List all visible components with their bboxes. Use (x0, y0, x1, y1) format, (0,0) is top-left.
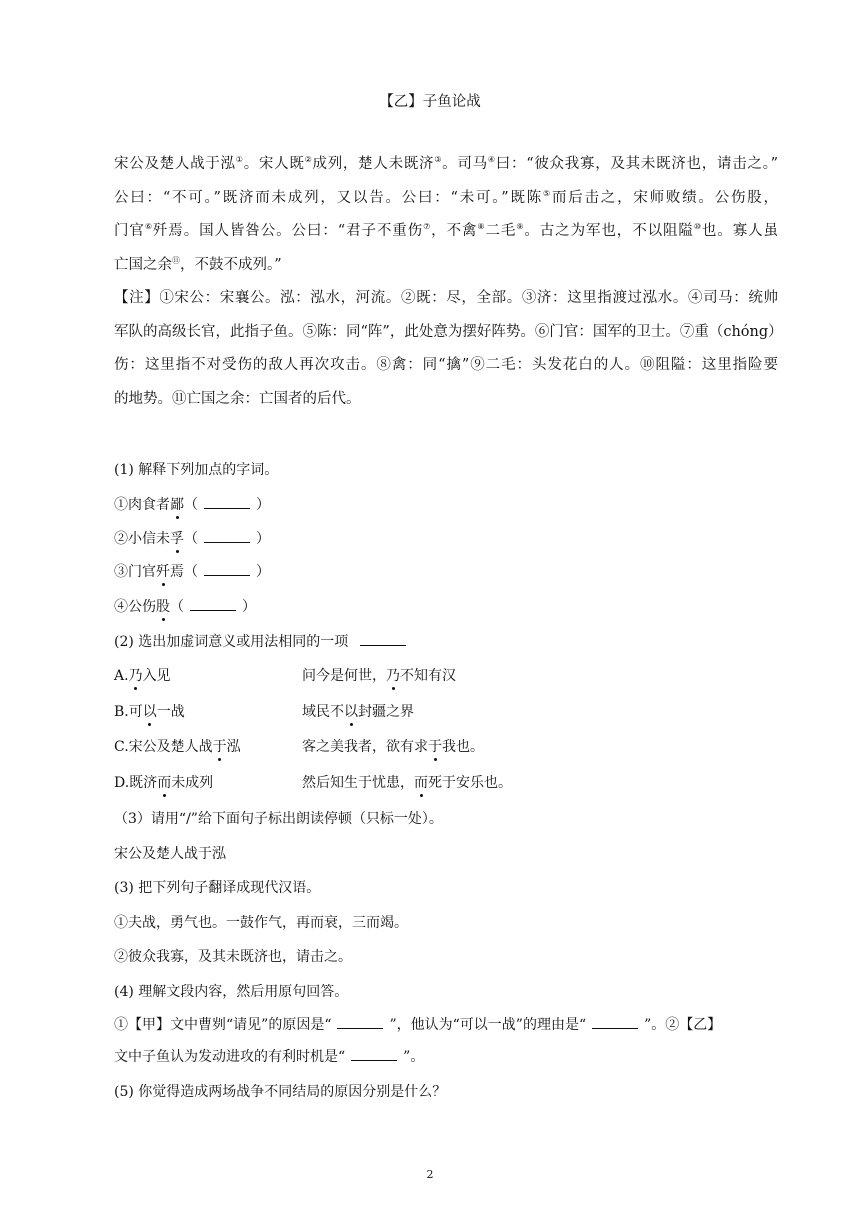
question-5-stem: (5) 你觉得造成两场战争不同结局的原因分别是什么？ (114, 1084, 447, 1100)
question-4-stem: (4) 理解文段内容，然后用原句回答。 (114, 984, 349, 1000)
option-d-left: D.既济而未成列 (114, 772, 213, 792)
answer-blank[interactable] (351, 1048, 397, 1061)
option-a-right: 问今是何世，乃不知有汉 (302, 665, 456, 685)
question-3-pause-sentence: 宋公及楚人战于泓 (114, 846, 226, 862)
question-3-translate-stem: (3) 把下列句子翻译成现代汉语。 (114, 880, 321, 896)
question-1-item-1: ①肉食者鄙（ ） (114, 494, 270, 514)
note-line-1: 【注】①宋公：宋襄公。泓：泓水，河流。②既：尽，全部。③济：这里指渡过泓水。④司马：统帅 (114, 290, 778, 306)
question-3-pause-stem: （3）请用“/”给下面句子标出朗读停顿（只标一处）。 (114, 811, 443, 827)
passage-line-4: 亡国之余⑪，不鼓不成列。” (114, 255, 282, 273)
question-1-stem: (1) 解释下列加点的字词。 (114, 462, 279, 478)
note-line-4: 的地势。⑪亡国之余：亡国者的后代。 (114, 390, 361, 407)
answer-blank[interactable] (204, 530, 250, 543)
note-line-2: 军队的高级长官，此指子鱼。⑤陈：同“阵”，此处意为摆好阵势。⑥门官：国军的卫士。⑦重（chóng） (114, 323, 783, 340)
answer-blank[interactable] (592, 1016, 638, 1029)
answer-blank[interactable] (190, 598, 236, 611)
option-b-left: B.可以一战 (114, 701, 185, 721)
question-1-item-3: ③门官歼焉（ ） (114, 561, 270, 581)
question-2-stem: (2) 选出加虚词意义或用法相同的一项 (114, 631, 412, 651)
question-4-line-1: ①【甲】文中曹刿“请见”的原因是“ ”，他认为“可以一战”的理由是“ ”。②【乙】 (114, 1017, 722, 1033)
answer-blank[interactable] (337, 1016, 383, 1029)
question-1-item-2: ②小信未孚（ ） (114, 528, 270, 548)
passage-text (114, 148, 778, 282)
question-1-item-4: ④公伤股（ ） (114, 596, 256, 616)
passage-line-2: 公曰：“不可。”既济而未成列，又以告。公曰：“未可。”既陈⑤而后击之，宋师败绩。公伤股， (114, 188, 779, 206)
answer-blank[interactable] (204, 563, 250, 576)
option-b-right: 域民不以封疆之界 (302, 701, 414, 721)
question-3-sentence-1: ①夫战，勇气也。一鼓作气，再而衰，三而竭。 (114, 915, 408, 931)
passage-line-3: 门官⑥歼焉。国人皆咎公。公曰：“君子不重伤⑦，不禽⑧二毛⑨。古之为军也，不以阻隘⑩也。寡人虽 (114, 222, 779, 239)
option-a-left: A.乃入见 (114, 665, 171, 685)
passage-line-1: 宋公及楚人战于泓①。宋人既②成列，楚人未既济③。司马④曰：“彼众我寡，及其未既济也，请击之。” (114, 155, 779, 172)
question-4-line-2: 文中子鱼认为发动进攻的有利时机是“ ”。 (114, 1049, 425, 1065)
passage-title: 【乙】子鱼论战 (379, 94, 481, 110)
option-c-left: C.宋公及楚人战于泓 (114, 736, 241, 756)
note-line-3: 伤：这里指不对受伤的敌人再次攻击。⑧禽：同“擒”⑨二毛：头发花白的人。⑩阻隘：这里指险要 (114, 357, 778, 373)
annotation-notes (114, 282, 783, 416)
answer-blank[interactable] (360, 633, 406, 646)
question-3-sentence-2: ②彼众我寡，及其未既济也，请击之。 (114, 949, 352, 965)
option-c-right: 客之美我者，欲有求于我也。 (302, 736, 484, 756)
option-d-right: 然后知生于忧患，而死于安乐也。 (302, 772, 512, 792)
answer-blank[interactable] (204, 496, 250, 509)
page-number: 2 (426, 1168, 434, 1181)
